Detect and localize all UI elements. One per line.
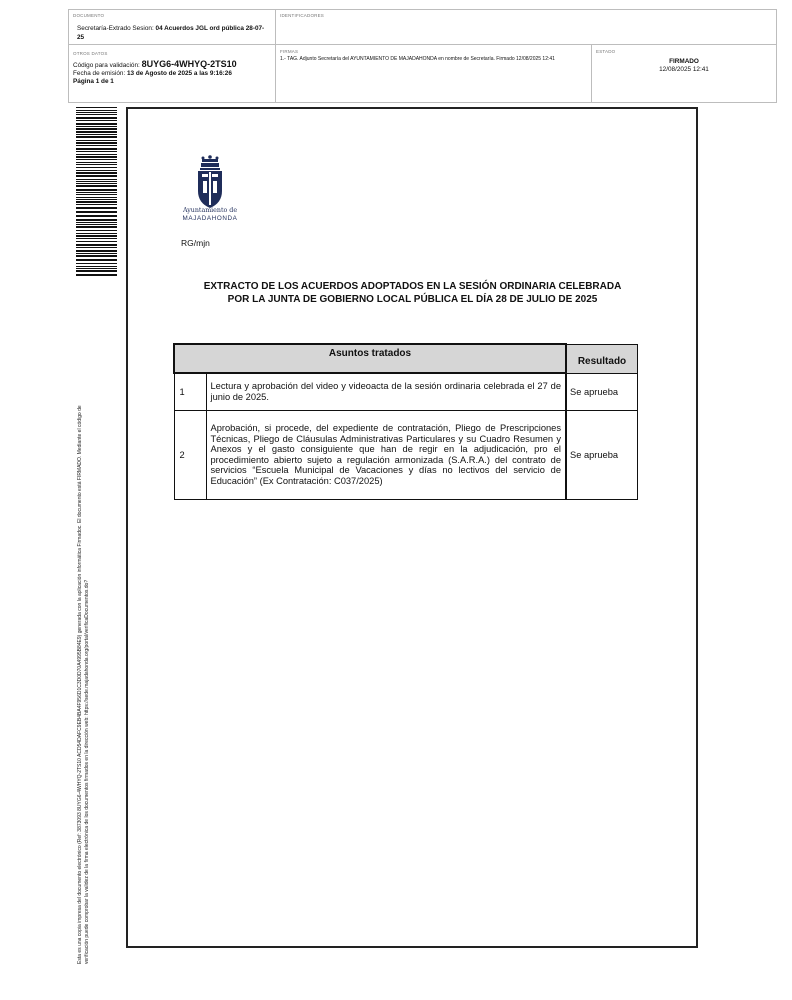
barcode-bar	[76, 189, 117, 191]
estado-cell	[592, 45, 776, 102]
agreements-table	[173, 343, 638, 500]
firmas-value: 1.- TAG. Adjunto Secretaría del AYUNTAMIENTO DE MAJADAHONDA en nombre de Secretaría. Firmado 12/08/2025 12:41	[280, 56, 555, 62]
validation-code-line: Código para validación: 8UYG6-4WHYQ-2TS10	[73, 59, 237, 69]
barcode-bar	[76, 151, 117, 152]
row-number: 1	[174, 373, 206, 410]
barcode-bar	[76, 268, 117, 269]
barcode-bar	[76, 266, 117, 267]
row-result: Se aprueba	[566, 373, 638, 410]
barcode-bar	[76, 117, 117, 119]
document-title: EXTRACTO DE LOS ACUERDOS ADOPTADOS EN LA SESIÓN ORDINARIA CELEBRADA POR LA JUNTA DE GOBIERNO LOCAL PÚBLICA EL DÍA 28 DE JULIO DE 2025	[203, 281, 622, 305]
documento-cell	[69, 10, 276, 45]
barcode-bar	[76, 199, 117, 200]
verification-side-text: Esta es una copia impresa del documento electrónico (Ref: 3873093 8UYG6-4WHYQ-2TS10 ACD54DAFC9EB4BA4F956D1C3D0D70A4995B84E9) generada con la aplicación informática Firmadoc. El documento está FIRMADO. Mediante el código de verificación puede comprobar la validez de la firma electrónica de los documentos firmados en la dirección web: https://sede.majadahonda.org/portal/verificaDocumentos.do?	[77, 405, 90, 964]
barcode-bar	[76, 235, 117, 237]
barcode-bar	[76, 107, 117, 108]
status-date: 12/08/2025 12:41	[659, 66, 709, 73]
identificadores-cell	[276, 10, 776, 45]
table-row	[174, 373, 638, 410]
barcode-bar	[76, 142, 117, 144]
document-reference: RG/mjn	[181, 238, 210, 248]
documento-label: DOCUMENTO	[73, 13, 105, 18]
barcode-bar	[76, 259, 117, 261]
header-asuntos: Asuntos tratados	[174, 344, 566, 373]
barcode-bar	[76, 136, 117, 138]
document-page-frame	[126, 107, 698, 948]
barcode-bar	[76, 224, 117, 225]
barcode-bar	[76, 156, 117, 158]
barcode-bar	[76, 244, 117, 246]
barcode-bar	[76, 207, 117, 209]
barcode-bar	[76, 148, 117, 150]
barcode-bar	[76, 110, 117, 111]
page-count: Página 1 de 1	[73, 78, 114, 85]
header-resultado: Resultado	[566, 344, 638, 373]
barcode-bar	[76, 181, 117, 182]
barcode-bar	[76, 114, 117, 115]
identificadores-label: IDENTIFICADORES	[280, 13, 325, 18]
barcode-bar	[76, 159, 117, 160]
barcode-bar	[76, 197, 117, 198]
barcode-bar	[76, 201, 117, 203]
barcode-bar	[76, 211, 117, 213]
barcode-bar	[76, 204, 117, 205]
barcode-bar	[76, 230, 117, 231]
barcode-bar	[76, 194, 117, 195]
logo-text-ayuntamiento: Ayuntamiento de	[182, 207, 238, 214]
barcode-bar	[76, 241, 117, 242]
firmas-cell	[276, 45, 592, 102]
row-subject: Lectura y aprobación del video y videoacta de la sesión ordinaria celebrada el 27 de junio de 2025.	[206, 373, 566, 410]
barcode-bar	[76, 263, 117, 264]
logo-text-majadahonda: MAJADAHONDA	[182, 215, 238, 222]
barcode-bar	[76, 185, 117, 187]
barcode-bar	[76, 192, 117, 193]
barcode-bar	[76, 162, 117, 163]
barcode-bar	[76, 154, 117, 155]
barcode-bar	[76, 145, 117, 146]
barcode-bar	[76, 179, 117, 180]
document-metadata-header	[68, 9, 777, 103]
barcode-bar	[76, 140, 117, 141]
barcode-bar	[76, 120, 117, 121]
barcode-bar	[76, 123, 117, 125]
barcode-bar	[76, 247, 117, 248]
documento-value: Secretaría-Extrado Sesion: 04 Acuerdos JGL ord pública 28-07-25	[77, 25, 265, 41]
barcode-bar	[76, 233, 117, 234]
barcode-bar	[76, 183, 117, 184]
barcode-bar	[76, 250, 117, 252]
barcode-bar	[76, 222, 117, 223]
barcode-bar	[76, 270, 117, 272]
status-badge: FIRMADO	[669, 58, 699, 65]
emission-date-line: Fecha de emisión: 13 de Agosto de 2025 a las 9:16:26	[73, 70, 232, 77]
otros-datos-cell	[69, 45, 276, 102]
barcode-bar	[76, 255, 117, 257]
barcode-bar	[76, 126, 117, 127]
table-header-row	[174, 344, 638, 373]
barcode-bar	[76, 128, 117, 130]
estado-label: ESTADO	[596, 49, 616, 54]
barcode-bar	[76, 219, 117, 221]
barcode-bar	[76, 175, 117, 177]
row-result: Se aprueba	[566, 410, 638, 499]
barcode-bar	[76, 170, 117, 171]
validation-code[interactable]: 8UYG6-4WHYQ-2TS10	[141, 59, 237, 69]
barcode-image	[76, 107, 117, 276]
barcode-bar	[76, 253, 117, 254]
barcode-bar	[76, 274, 117, 276]
barcode-bar	[76, 131, 117, 133]
barcode-bar	[76, 167, 117, 168]
table-row	[174, 410, 638, 499]
barcode-bar	[76, 238, 117, 239]
barcode-bar	[76, 134, 117, 135]
row-number: 2	[174, 410, 206, 499]
barcode-bar	[76, 164, 117, 165]
row-subject: Aprobación, si procede, del expediente de contratación, Pliego de Prescripciones Técnicas, Pliego de Cláusulas Administrativas Particulares y su Cuadro Resumen y Anexos y el gasto consiguiente que han de regir en la adjudicación, pro el procedimiento abierto sujeto a regulación armonizada (S.A.R.A.) del contrato de servicios “Escuela Municipal de Vacaciones y días no lectivos del servicio de Educación” (Ex Contratación: C037/2025)	[206, 410, 566, 499]
barcode-bar	[76, 112, 117, 113]
barcode-bar	[76, 226, 117, 228]
firmas-label: FIRMAS	[280, 49, 299, 54]
barcode-bar	[76, 172, 117, 174]
barcode-bar	[76, 215, 117, 217]
otros-datos-label: OTROS DATOS	[73, 51, 108, 56]
